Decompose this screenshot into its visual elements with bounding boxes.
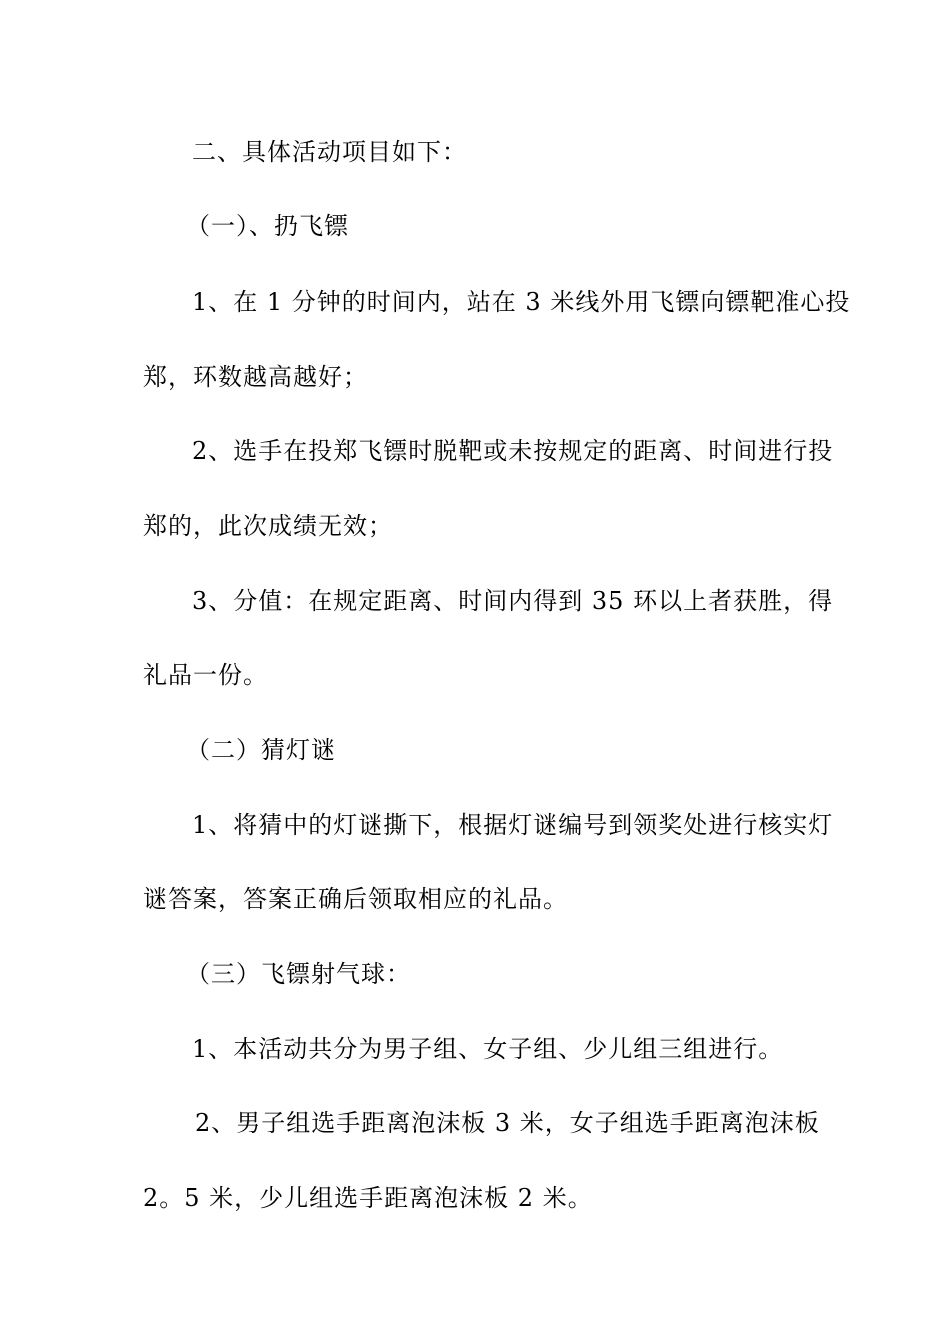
subsection-heading-balloons: （三）飞镖射气球：	[186, 960, 411, 988]
paragraph-line: 谜答案，答案正确后领取相应的礼品。	[143, 885, 568, 913]
paragraph-line: 1、在 1 分钟的时间内，站在 3 米线外用飞镖向镖靶准心投	[192, 288, 851, 316]
subsection-heading-darts: （一）、扔飞镖	[186, 212, 349, 240]
paragraph-line: 郑的，此次成绩无效；	[143, 512, 393, 540]
subsection-heading-riddles: （二）猜灯谜	[186, 736, 336, 764]
paragraph-line: 1、本活动共分为男子组、女子组、少儿组三组进行。	[192, 1035, 784, 1063]
paragraph-line: 郑，环数越高越好；	[143, 363, 368, 391]
paragraph-line: 2、选手在投郑飞镖时脱靶或未按规定的距离、时间进行投	[192, 437, 834, 465]
paragraph-line: 2、男子组选手距离泡沫板 3 米，女子组选手距离泡沫板	[195, 1109, 820, 1137]
paragraph-line: 2。5 米，少儿组选手距离泡沫板 2 米。	[143, 1184, 593, 1212]
paragraph-line: 1、将猜中的灯谜撕下，根据灯谜编号到领奖处进行核实灯	[192, 811, 834, 839]
paragraph-line: 3、分值：在规定距离、时间内得到 35 环以上者获胜，得	[192, 587, 834, 615]
section-heading: 二、具体活动项目如下：	[192, 138, 467, 166]
paragraph-line: 礼品一份。	[143, 661, 268, 689]
